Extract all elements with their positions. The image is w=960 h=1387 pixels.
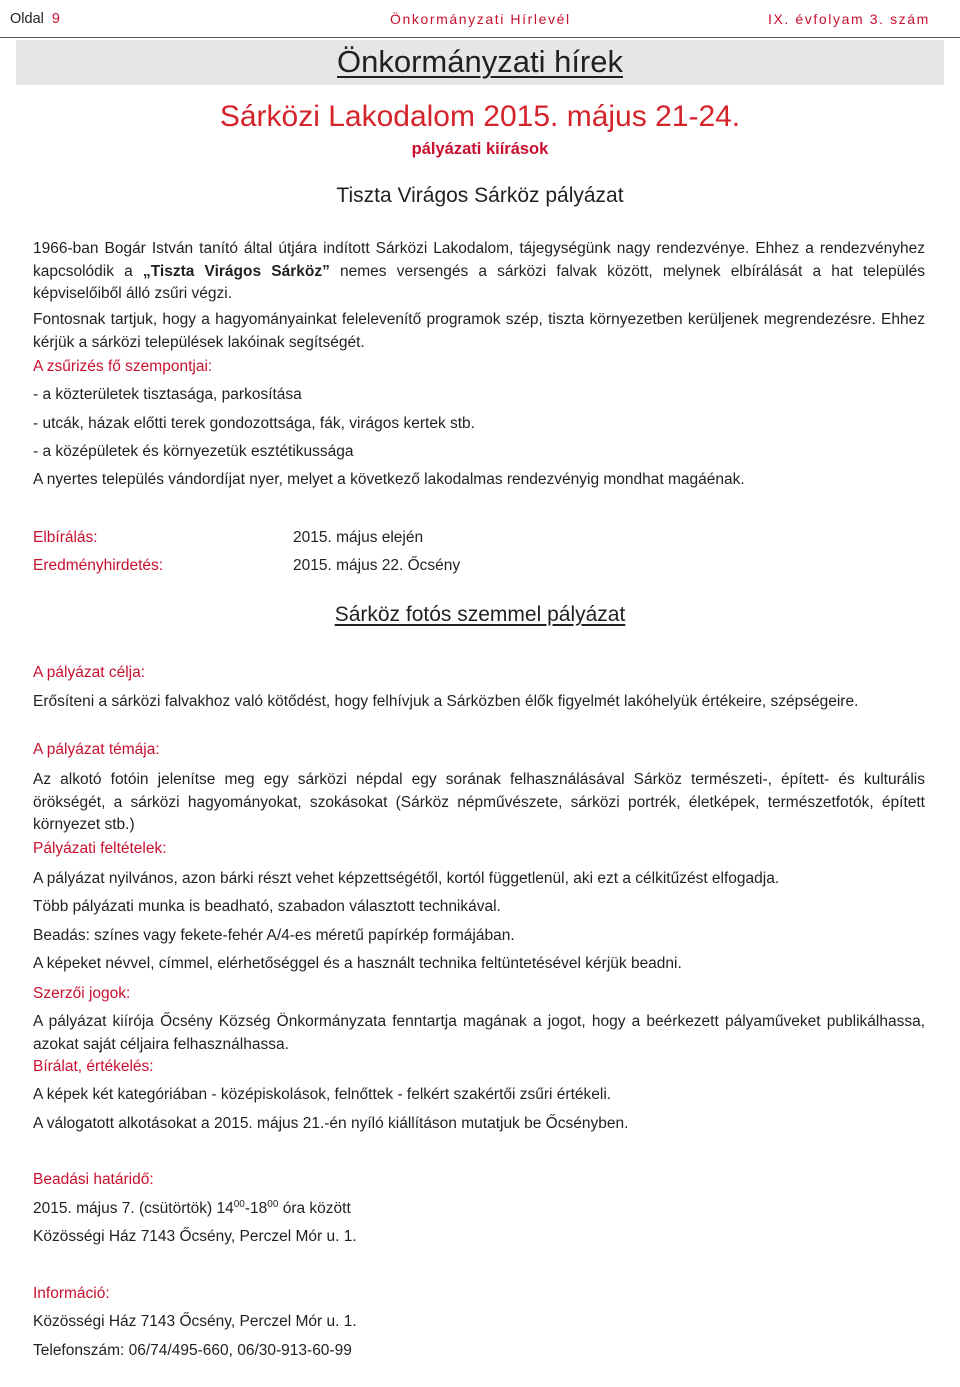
page-label: Oldal bbox=[10, 11, 44, 27]
deadline-place: Közösségi Ház 7143 Őcsény, Perczel Mór u. 1. bbox=[33, 1228, 357, 1245]
judging-label: Elbírálás: bbox=[33, 529, 98, 546]
results-value: 2015. május 22. Őcsény bbox=[293, 557, 461, 574]
header-divider bbox=[0, 37, 960, 38]
criteria-item: - a középületek és környezetük esztétikussága bbox=[33, 443, 354, 460]
deadline-time: 2015. május 7. (csütörtök) $14^{00}-18^{00}$ óra között bbox=[33, 1199, 351, 1218]
info-phone: Telefonszám: 06/74/495-660, 06/30-913-60-99 bbox=[33, 1342, 352, 1359]
prize-text: A nyertes település vándordíjat nyer, melyet a következő lakodalmas rendezvényig mondhat magáénak. bbox=[33, 471, 745, 488]
judging-value: 2015. május elején bbox=[293, 529, 424, 546]
review-heading: Bírálat, értékelés: bbox=[33, 1058, 154, 1075]
condition-item: Beadás: színes vagy fekete-fehér A/4-es méretű papírkép formájában. bbox=[33, 927, 515, 944]
volume-info: IX. évfolyam 3. szám bbox=[768, 11, 930, 27]
info-heading: Információ: bbox=[33, 1285, 110, 1302]
criteria-item: - utcák, házak előtti terek gondozottsága, fák, virágos kertek stb. bbox=[33, 415, 475, 432]
event-title: Sárközi Lakodalom 2015. május 21-24. bbox=[219, 100, 741, 133]
competition2-title: Sárköz fotós szemmel pályázat bbox=[334, 603, 626, 626]
competition-title: Tiszta Virágos Sárköz pályázat bbox=[336, 184, 624, 207]
deadline-heading: Beadási határidő: bbox=[33, 1171, 154, 1188]
criteria-heading: A zsűrizés fő szempontjai: bbox=[33, 358, 213, 375]
page-indicator bbox=[10, 11, 60, 27]
support-paragraph: Fontosnak tartjuk, hogy a hagyományainkat felelevenítő programok szép, tiszta környezetben kerüljenek megrendezésre. Ehhez kérjük a sárközi települések lakóinak segítségét. bbox=[33, 311, 925, 351]
section-title: Önkormányzati hírek bbox=[337, 44, 623, 79]
review-line: A válogatott alkotásokat a 2015. május 21.-én nyíló kiállításon mutatjuk be Őcsényben. bbox=[33, 1115, 629, 1132]
publication-name: Önkormányzati Hírlevél bbox=[390, 11, 571, 27]
rights-heading: Szerzői jogok: bbox=[33, 985, 131, 1002]
intro-bold-name: „Tiszta Virágos Sárköz” bbox=[142, 262, 330, 280]
condition-item: A pályázat nyilvános, azon bárki részt vehet képzettségétől, kortól függetlenül, aki ezt a célkitűzést elfogadja. bbox=[33, 870, 780, 887]
goal-heading: A pályázat célja: bbox=[33, 664, 146, 681]
condition-item: A képeket névvel, címmel, elérhetőséggel és a használt technika feltüntetésével kérjük beadni. bbox=[33, 955, 682, 972]
theme-text: Az alkotó fotóin jelenítse meg egy sárközi népdal egy sorának felhasználásával Sárköz természeti-, épített- és kulturális örökségét, a sárközi hagyományokat, szokásokat (Sárköz népművészete, sárközi portrék, életképek, természetfotók, épített környezet stb.) bbox=[33, 771, 925, 833]
intro-paragraph: 1966-ban Bogár István tanító által útjára indított Sárközi Lakodalom, tájegységünk nagy rendezvénye. Ehhez a rendezvényhez kapcsolódik a „Tiszta Virágos Sárköz” nemes versengés a sárközi falvak között, melynek elbírálását a hat település képviselőiből álló zsűri végzi. bbox=[33, 240, 926, 302]
subtitle: pályázati kiírások bbox=[411, 140, 549, 158]
theme-heading: A pályázat témája: bbox=[33, 741, 160, 758]
info-place: Közösségi Ház 7143 Őcsény, Perczel Mór u. 1. bbox=[33, 1313, 357, 1330]
criteria-item: - a közterületek tisztasága, parkosítása bbox=[33, 386, 302, 403]
rights-text: A pályázat kiírója Őcsény Község Önkormányzata fenntartja magának a jogot, hogy a beérkezett pályaműveket publikálhassa, azokat saját céljaira felhasználhassa. bbox=[33, 1013, 925, 1053]
results-label: Eredményhirdetés: bbox=[33, 557, 164, 574]
condition-item: Több pályázati munka is beadható, szabadon választott technikával. bbox=[33, 898, 501, 915]
conditions-heading: Pályázati feltételek: bbox=[33, 840, 167, 857]
page-number: 9 bbox=[51, 11, 60, 27]
goal-text: Erősíteni a sárközi falvakhoz való kötődést, hogy felhívjuk a Sárközben élők figyelmét lakóhelyük értékeire, szépségeire. bbox=[33, 693, 859, 710]
review-line: A képek két kategóriában - középiskolások, felnőttek - felkért szakértői zsűri értékeli. bbox=[33, 1086, 612, 1103]
